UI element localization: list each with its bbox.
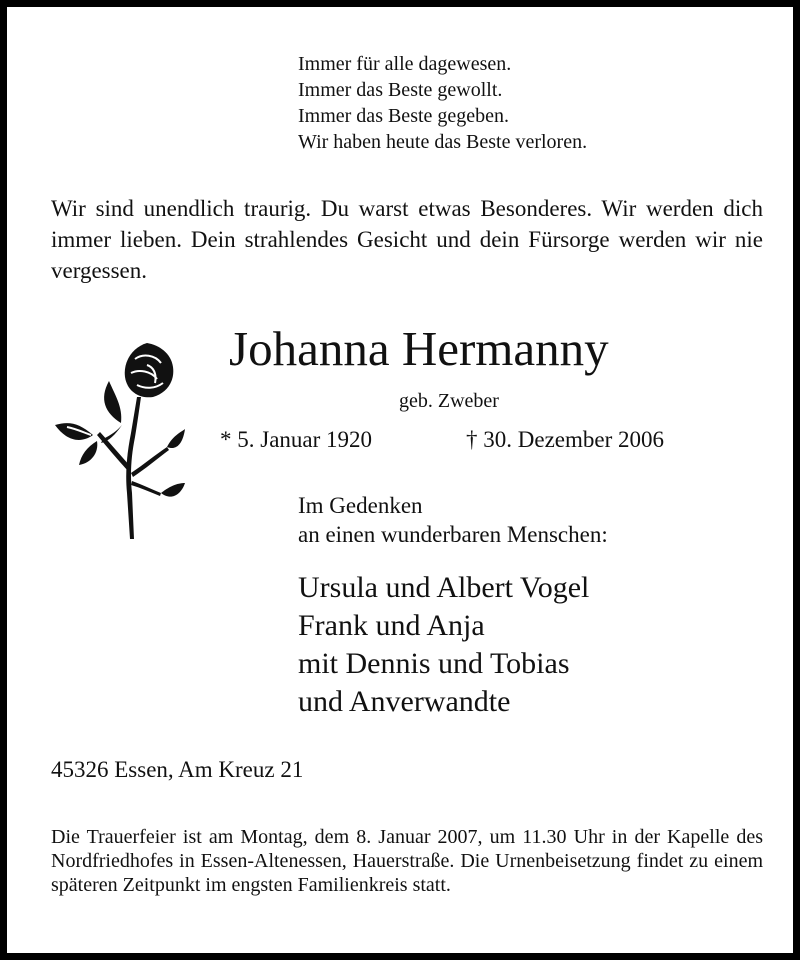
memorial-line: Im Gedenken [298,493,423,518]
funeral-service-text: Die Trauerfeier ist am Montag, dem 8. Januar 2007, um 11.30 Uhr in der Kapelle des Nordfriedhofes in Essen-Altenessen, Hauerstraße. Die Urnenbeisetzung findet zu einem späteren Zeitpunkt im engsten Familienkreis statt. [51,826,763,896]
maiden-name: geb. Zweber [399,390,499,412]
life-dates [220,425,664,455]
birth-date: * 5. Januar 1920 [220,427,373,452]
poem [298,51,587,155]
poem-line: Wir haben heute das Beste verloren. [298,131,588,153]
poem-line: Immer das Beste gewollt. [298,79,503,101]
intro-text: Wir sind unendlich traurig. Du warst etwas Besonderes. Wir werden dich immer lieben. Dein strahlendes Gesicht und dein Fürsorge werden wir nie vergessen. [51,196,763,283]
family-line: mit Dennis und Tobias [298,647,570,680]
poem-line: Immer für alle dagewesen. [298,53,512,75]
family-line: und Anverwandte [298,685,511,718]
poem-line: Immer das Beste gegeben. [298,105,510,127]
memorial-line: an einen wunderbaren Menschen: [298,522,608,547]
address: 45326 Essen, Am Kreuz 21 [51,757,304,782]
deceased-name: Johanna Hermanny [229,321,609,376]
family-line: Ursula und Albert Vogel [298,571,590,604]
family-line: Frank und Anja [298,609,485,642]
family-signature [298,569,589,721]
rose-icon [51,343,187,539]
death-date: † 30. Dezember 2006 [466,427,664,452]
memorial-text [298,491,608,549]
